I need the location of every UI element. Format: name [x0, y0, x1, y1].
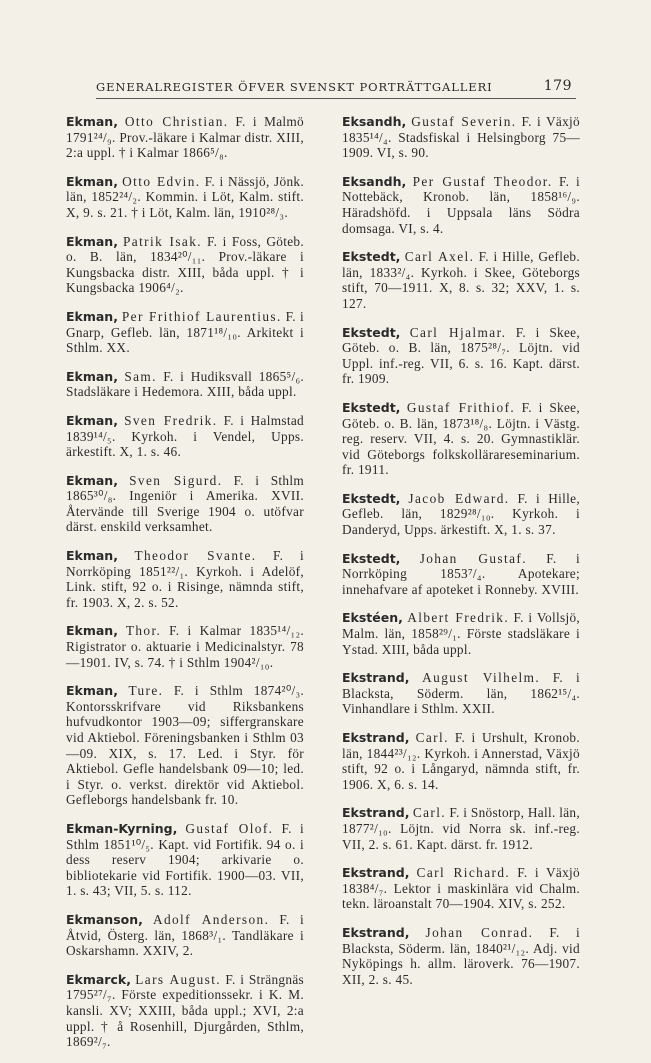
register-entry: [66, 234, 304, 296]
register-entry: [342, 174, 580, 236]
entry-given-name: Carl.: [415, 730, 449, 745]
entry-text: F. i Hudiksvall 1865⁵/₆. Stadsläkare i Hedemora. XIII, båda uppl.: [66, 368, 305, 400]
entry-surname: Ekstrand,: [342, 730, 410, 745]
entry-surname: Ekman,: [66, 472, 118, 488]
entry-surname: Ekstrand,: [342, 924, 410, 940]
entry-given-name: Otto Edvin.: [122, 173, 201, 189]
entry-surname: Ekstrand,: [342, 865, 410, 881]
entry-given-name: Johan Conrad.: [425, 924, 534, 940]
entry-given-name: Adolf Anderson.: [152, 911, 270, 927]
header-title: GENERALREGISTER ÖFVER SVENSKT PORTRÄTTGALLERI: [96, 80, 493, 94]
register-entry: [342, 925, 580, 987]
entry-given-name: Per Gustaf Theodor.: [412, 173, 553, 189]
entry-given-name: Thor.: [125, 623, 162, 639]
entry-given-name: Gustaf Olof.: [185, 820, 274, 836]
register-entry: [66, 972, 304, 1050]
register-entry: [66, 114, 304, 161]
entry-given-name: Gustaf Severin.: [411, 114, 517, 129]
entry-surname: Ekmarck,: [66, 971, 131, 987]
entry-given-name: Patrik Isak.: [122, 233, 203, 249]
entry-text: F. i Växjö 1835¹⁴/₄. Stadsfiskal i Helsingborg 75—1909. VI, s. 90.: [342, 114, 580, 161]
register-entry: [342, 249, 580, 311]
register-entry: [342, 805, 580, 852]
entry-text: F. i Blacksta, Söderm. län, 1840²¹/₁₂. Adj. vid Nyköpings h. allm. läroverk. 76—1907. XII, 2. s. 45.: [342, 924, 581, 987]
entry-surname: Ekstedt,: [342, 550, 401, 566]
register-entry: [66, 548, 304, 610]
entry-text: F. i Nässjö, Jönk. län, 1852²⁴/₂. Kommin. i Löt, Kalm. stift. X, 9. s. 21. † i Löt, Kalm. län, 1910²⁸/₃.: [66, 173, 305, 220]
entry-given-name: Otto Christian.: [124, 114, 229, 129]
entry-text: F. i Åtvid, Österg. län, 1868³/₁. Tandläkare i Oskarshamn. XXIV, 2.: [66, 911, 304, 959]
entry-text: F. i Malmö 1791²⁴/₉. Prov.-läkare i Kalmar distr. XIII, 2:a uppl. † i Kalmar 1866⁵/₈.: [66, 114, 304, 161]
register-entry: [66, 369, 304, 400]
entry-given-name: Carl Hjalmar.: [409, 324, 507, 340]
entry-text: F. i Gnarp, Gefleb. län, 1871¹⁸/₁₀. Arkitekt i Sthlm. XX.: [66, 308, 305, 356]
entry-text: F. i Sthlm 1874²⁰/₃. Kontorsskrifvare vid Riksbankens hufvudkontor 1903—09; siffergranskare vid Aktiebol. Föreningsbanken i Sthlm 03—09. XIX, s. 17. Led. i Styr. för Aktiebol. Gefle handelsbank 09—10; led. i Styr. o. verkst. direktör vid Aktiebol. Gefleborgs handelsbank fr. 10.: [66, 683, 305, 808]
entry-text: F. i Strängnäs 1795²⁷/₇. Förste expeditionssekr. i K. M. kansli. XV; XXIII, båda uppl.; XVI, 2:a uppl. † å Rosenhill, Djurgården, Sthlm, 1869²/₇.: [66, 971, 305, 1050]
page-number: 179: [543, 78, 572, 94]
entry-given-name: Sven Fredrik.: [124, 412, 218, 428]
entry-surname: Ekstedt,: [342, 490, 401, 506]
entry-given-name: Carl Axel.: [404, 249, 475, 265]
right-column: [342, 114, 580, 1000]
entry-given-name: August Vilhelm.: [422, 670, 541, 686]
entry-given-name: Ture.: [128, 683, 164, 699]
entry-surname: Eksandh,: [342, 114, 407, 129]
entry-text: F. i Hille, Gefleb. län, 1829²⁸/₁₀. Kyrkoh. i Danderyd, Upps. ärkestift. X, 1. s. 37.: [342, 490, 580, 538]
entry-given-name: Lars August.: [135, 971, 222, 987]
entry-given-name: Johan Gustaf.: [419, 550, 527, 566]
register-entry: [342, 865, 580, 912]
entry-given-name: Sam.: [124, 368, 157, 384]
register-entry: [342, 325, 580, 387]
entry-text: F. i Snöstorp, Hall. län, 1877²/₁₀. Löjtn. vid Norra sk. inf.-reg. VII, 2. s. 61. Kapt. därst. fr. 1912.: [342, 805, 580, 852]
entry-text: F. i Hille, Gefleb. län, 1833²/₄. Kyrkoh. i Skee, Göteborgs stift, 70—1911. X, 8. s. 32; XXV, 1. s. 127.: [342, 249, 581, 311]
entry-text: F. i Vollsjö, Malm. län, 1858²⁹/₁. Förste stadsläkare i Ystad. XIII, båda uppl.: [342, 610, 581, 657]
entry-surname: Eksandh,: [342, 173, 407, 189]
entry-given-name: Sven Sigurd.: [129, 472, 223, 488]
entry-text: F. i Växjö 1838⁴/₇. Lektor i maskinlära vid Chalm. tekn. läroanstalt 70—1904. XIV, s. 252.: [342, 865, 580, 912]
register-entry: [66, 623, 304, 670]
entry-surname: Ekman,: [66, 412, 118, 428]
entry-text: F. i Skee, Göteb. o. B. län, 1873¹⁸/₈. Löjtn. i Västg. reg. reserv. VII, 4. s. 20. Gymnastiklär. vid Göteborgs folkskollärareseminarium. fr. 1911.: [342, 399, 581, 478]
register-entry: [66, 683, 304, 808]
entry-surname: Ekstrand,: [342, 670, 410, 686]
entry-given-name: Theodor Svante.: [134, 548, 257, 564]
running-header: [96, 78, 576, 99]
register-entry: [66, 821, 304, 899]
entry-text: F. i Kalmar 1835¹⁴/₁₂. Rigistrator o. aktuarie i Medicinalstyr. 78—1901. IV, s. 74. † i Sthlm 1904²/₁₀.: [66, 623, 304, 670]
entry-surname: Ekstedt,: [342, 324, 401, 340]
entry-surname: Ekman,: [66, 548, 118, 564]
register-entry: [66, 473, 304, 535]
entry-given-name: Carl.: [412, 805, 447, 821]
entry-surname: Ekstedt,: [342, 399, 401, 415]
entry-surname: Ekstedt,: [342, 249, 401, 265]
entry-text: F. i Foss, Göteb. o. B. län, 1834²⁰/₁₁. Prov.-läkare i Kungsbacka distr. XIII, båda uppl. † i Kungsbacka 1906⁴/₂.: [66, 233, 304, 296]
register-entry: [342, 670, 580, 717]
entry-text: F. i Sthlm 1851¹⁰/₅. Kapt. vid Fortifik. 94 o. i dess reserv 1904; arkivarie o. bibliotekarie vid Fortifik. 1900—03. VII, 1. s. 43; VII, 5. s. 112.: [66, 820, 305, 899]
entry-text: F. i Urshult, Kronob. län, 1844²³/₁₂. Kyrkoh. i Annerstad, Växjö stift, 92 o. i Långaryd, nämnda stift, fr. 1906. X, 6. s. 14.: [342, 730, 581, 792]
entry-surname: Ekman,: [66, 233, 118, 249]
entry-text: F. i Norrköping 1853⁷/₄. Apotekare; innehafvare af apoteket i Ronneby. XVIII.: [342, 550, 581, 597]
entry-text: F. i Halmstad 1839¹⁴/₅. Kyrkoh. i Vendel, Upps. ärkestift. X, 1. s. 46.: [66, 412, 304, 460]
register-entry: [342, 114, 580, 161]
entry-surname: Ekman,: [66, 623, 118, 639]
register-entry: [342, 551, 580, 598]
entry-surname: Ekstéen,: [342, 610, 403, 626]
entry-surname: Ekman,: [66, 368, 118, 384]
left-column: [66, 114, 304, 1063]
register-entry: [342, 491, 580, 538]
entry-surname: Ekmanson,: [66, 911, 143, 927]
entry-given-name: Gustaf Frithiof.: [406, 399, 516, 415]
entry-surname: Ekstrand,: [342, 805, 410, 821]
register-entry: [342, 400, 580, 478]
register-entry: [66, 912, 304, 959]
entry-text: F. i Skee, Göteb. o. B. län, 1875²⁸/₇. Löjtn. vid Uppl. inf.-reg. VII, 6. s. 16. Kapt. därst. fr. 1909.: [342, 324, 580, 387]
entry-text: F. i Blacksta, Söderm. län, 1862¹⁵/₄. Vinhandlare i Sthlm. XXII.: [342, 670, 580, 717]
register-entry: [66, 309, 304, 356]
entry-given-name: Per Frithiof Laurentius.: [121, 308, 282, 324]
entry-given-name: Jacob Edward.: [408, 490, 510, 506]
entry-text: F. i Nottebäck, Kronob. län, 1858¹⁶/₉. Häradshöfd. i Uppsala läns Södra domsaga. VI, s. 4.: [342, 173, 580, 236]
entry-given-name: Albert Fredrik.: [407, 610, 510, 626]
entry-text: F. i Sthlm 1865³⁰/₈. Ingeniör i Amerika. XVII. Återvände till Sverige 1904 o. utöfvar därst. enskild verksamhet.: [66, 472, 304, 535]
register-entry: [66, 413, 304, 460]
register-entry: [66, 174, 304, 221]
entry-given-name: Carl Richard.: [416, 865, 511, 881]
entry-surname: Ekman-Kyrning,: [66, 820, 178, 836]
entry-surname: Ekman,: [66, 114, 118, 129]
register-entry: [342, 610, 580, 657]
entry-surname: Ekman,: [66, 683, 118, 699]
entry-surname: Ekman,: [66, 308, 118, 324]
entry-surname: Ekman,: [66, 173, 118, 189]
entry-text: F. i Norrköping 1851²²/₁. Kyrkoh. i Adelöf, Link. stift, 92 o. i Risinge, nämnda stift, fr. 1903. X, 2. s. 52.: [66, 548, 305, 610]
register-entry: [342, 730, 580, 792]
